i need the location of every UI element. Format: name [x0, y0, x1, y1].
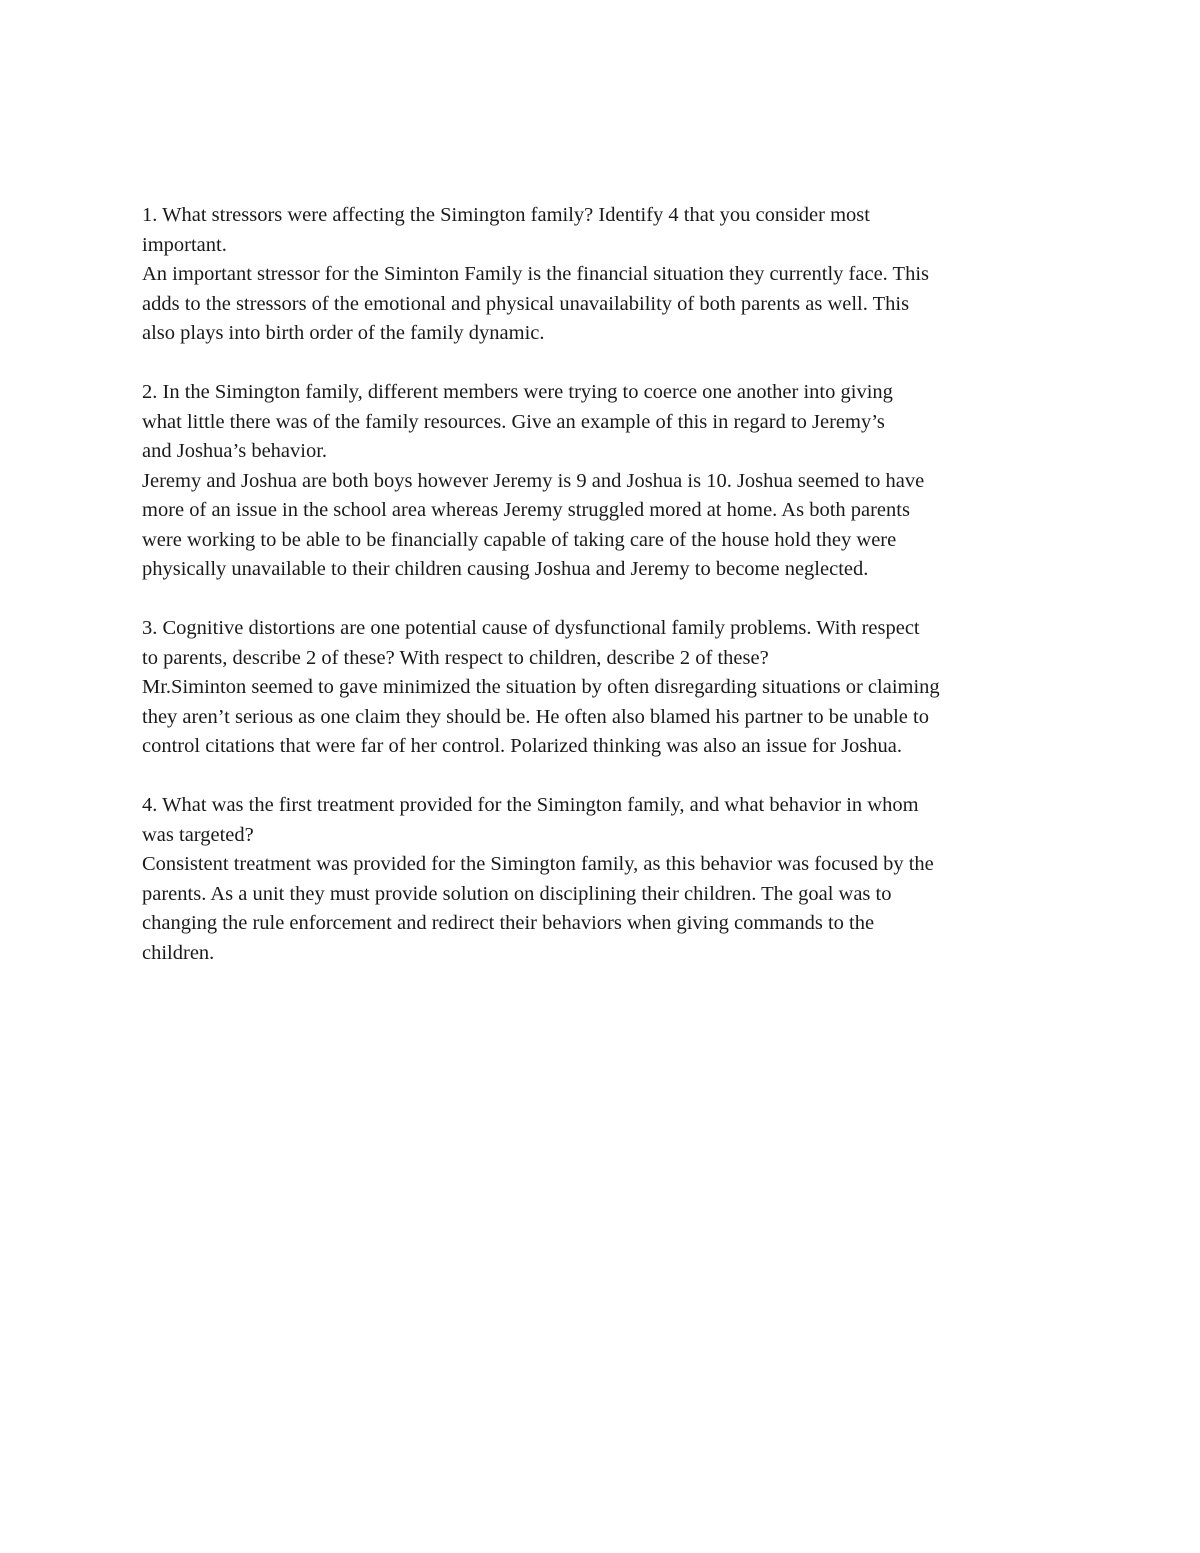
question-section-1	[142, 201, 1072, 349]
text-line: was targeted?	[142, 823, 254, 846]
answer-text	[142, 467, 1072, 585]
text-line: 3. Cognitive distortions are one potential cause of dysfunctional family problems. With respect	[142, 617, 920, 639]
text-line: changing the rule enforcement and redirect their behaviors when giving commands to the	[142, 912, 875, 934]
question-text	[142, 614, 1072, 673]
question-section-3	[142, 614, 1072, 762]
answer-text	[142, 673, 1072, 762]
text-line: Jeremy and Joshua are both boys however Jeremy is 9 and Joshua is 10. Joshua seemed to have	[142, 469, 925, 492]
text-line: and Joshua’s behavior.	[142, 440, 328, 462]
text-line: more of an issue in the school area whereas Jeremy struggled mored at home. As both parents	[142, 499, 910, 521]
text-line: physically unavailable to their children causing Joshua and Jeremy to become neglected.	[142, 558, 869, 580]
text-line: also plays into birth order of the family dynamic.	[142, 322, 545, 344]
question-section-4	[142, 791, 1072, 968]
text-line: Consistent treatment was provided for the Simington family, as this behavior was focused by the	[142, 853, 934, 875]
text-line: important.	[142, 233, 227, 256]
text-line: Mr.Siminton seemed to gave minimized the situation by often disregarding situations or claiming	[142, 676, 940, 698]
text-line: 4. What was the first treatment provided for the Simington family, and what behavior in whom	[142, 794, 919, 816]
question-text	[142, 201, 1072, 260]
text-line: they aren’t serious as one claim they should be. He often also blamed his partner to be unable to	[142, 705, 929, 728]
text-line: children.	[142, 941, 215, 964]
text-line: were working to be able to be financially capable of taking care of the house hold they were	[142, 528, 897, 551]
question-text	[142, 791, 1072, 850]
text-line: 2. In the Simington family, different members were trying to coerce one another into giving	[142, 381, 893, 403]
text-line: adds to the stressors of the emotional and physical unavailability of both parents as well. This	[142, 292, 910, 315]
text-line: parents. As a unit they must provide solution on disciplining their children. The goal was to	[142, 882, 892, 905]
text-line: what little there was of the family resources. Give an example of this in regard to Jeremy’s	[142, 410, 885, 433]
text-line: 1. What stressors were affecting the Simington family? Identify 4 that you consider most	[142, 204, 870, 226]
answer-text	[142, 260, 1072, 349]
document-body	[142, 201, 1072, 998]
text-line: control citations that were far of her control. Polarized thinking was also an issue for Joshua.	[142, 735, 903, 757]
text-line: An important stressor for the Siminton Family is the financial situation they currently face. This	[142, 263, 930, 285]
question-section-2	[142, 378, 1072, 585]
question-text	[142, 378, 1072, 467]
text-line: to parents, describe 2 of these? With respect to children, describe 2 of these?	[142, 646, 769, 669]
answer-text	[142, 850, 1072, 968]
